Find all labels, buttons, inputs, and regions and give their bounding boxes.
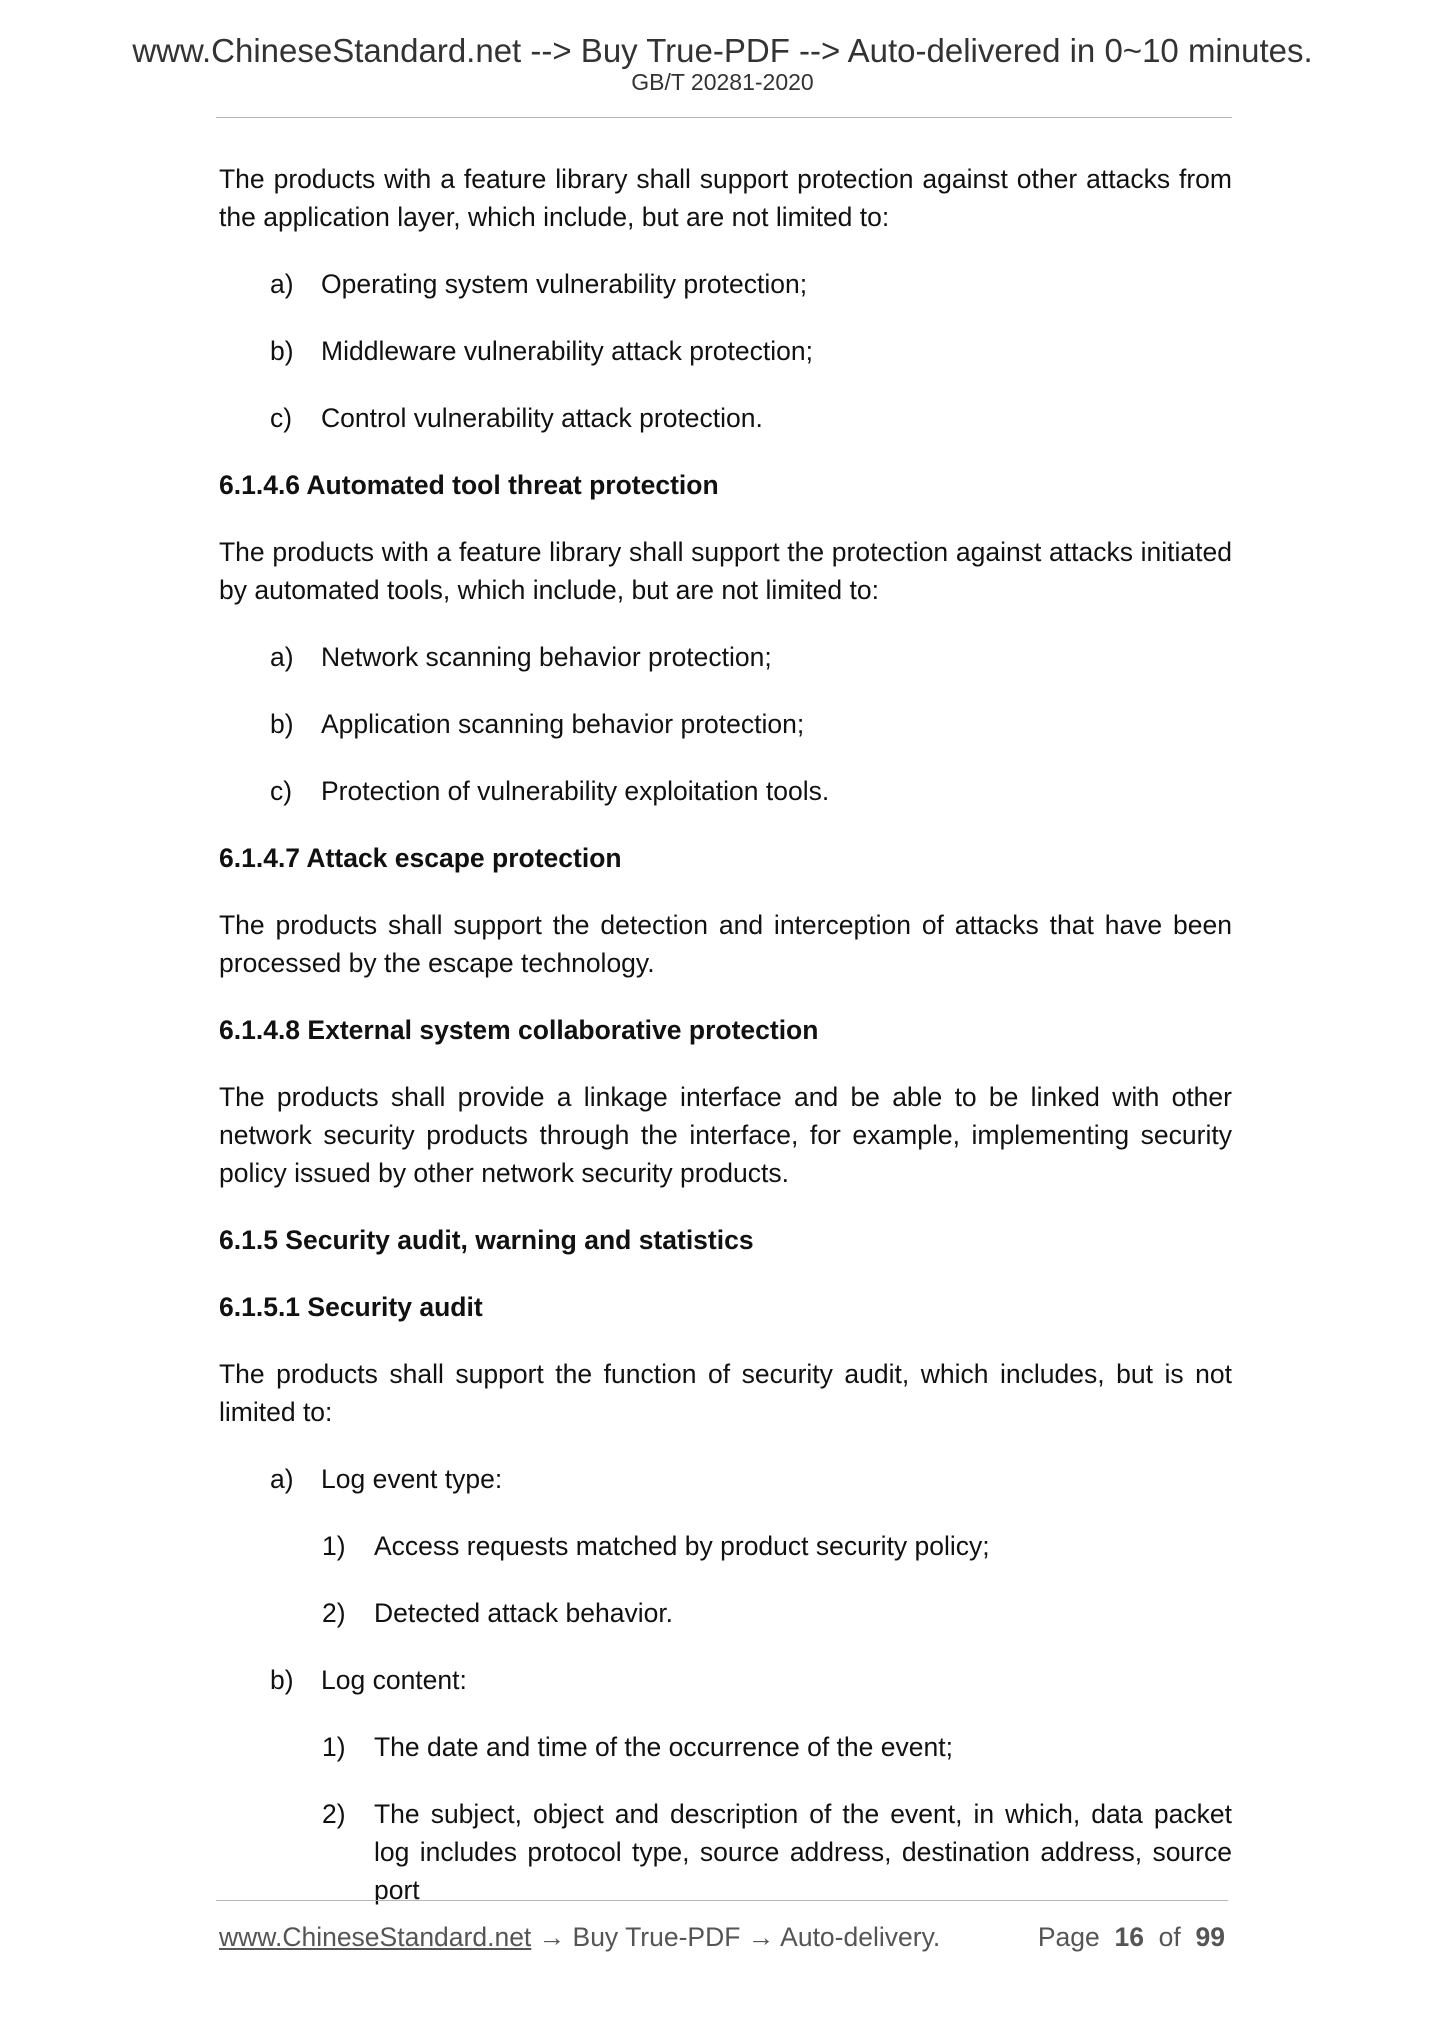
list-marker: b) <box>270 1665 294 1695</box>
list-item-text: Middleware vulnerability attack protection; <box>321 336 813 366</box>
list-item-text: Network scanning behavior protection; <box>321 642 772 672</box>
list-item <box>219 638 1232 676</box>
list-item-text: The subject, object and description of the event, in which, data packet log includes protocol type, source address, destination address, source port <box>374 1799 1232 1905</box>
list-item <box>219 1460 1232 1498</box>
list-item-text: Access requests matched by product security policy; <box>374 1531 990 1561</box>
list-item-text: Application scanning behavior protection; <box>321 709 805 739</box>
heading-6-1-4-7: 6.1.4.7 Attack escape protection <box>219 843 622 873</box>
list-marker: b) <box>270 336 294 366</box>
paragraph-application-layer: The products with a feature library shall support protection against other attacks from the application layer, which include, but are not limited to: <box>219 164 1232 232</box>
standard-code: GB/T 20281-2020 <box>631 69 814 95</box>
paragraph-security-audit: The products shall support the function of security audit, which includes, but is not limited to: <box>219 1359 1232 1427</box>
total-pages: 99 <box>1195 1922 1225 1952</box>
list-marker: c) <box>270 776 293 806</box>
paragraph-automated-tools: The products with a feature library shall support the protection against attacks initiated by automated tools, which include, but are not limited to: <box>219 537 1232 605</box>
footer-site-link[interactable]: www.ChineseStandard.net <box>219 1922 532 1952</box>
list-marker: b) <box>270 709 294 739</box>
list-item <box>219 772 1232 810</box>
list-item-text: Control vulnerability attack protection. <box>321 403 763 433</box>
sublist-item <box>219 1594 1232 1632</box>
document-body <box>219 160 1232 1909</box>
list-item-text: Log content: <box>321 1665 467 1695</box>
list-item-text: Log event type: <box>321 1464 503 1494</box>
list-marker: c) <box>270 403 293 433</box>
list-item-text: Operating system vulnerability protection; <box>321 269 808 299</box>
page-label: Page <box>1037 1922 1100 1952</box>
list-item <box>219 705 1232 743</box>
list-item-text: The date and time of the occurrence of the event; <box>374 1732 953 1762</box>
page-footer <box>219 1920 1229 1954</box>
sublist-item <box>219 1527 1232 1565</box>
list-marker: 2) <box>322 1598 346 1628</box>
heading-6-1-5-1: 6.1.5.1 Security audit <box>219 1292 483 1322</box>
list-item <box>219 332 1232 370</box>
list-item <box>219 1661 1232 1699</box>
list-marker: 2) <box>322 1799 346 1829</box>
footer-divider <box>216 1900 1228 1901</box>
list-item <box>219 265 1232 303</box>
header-divider <box>216 117 1232 118</box>
list-item-text: Detected attack behavior. <box>374 1598 674 1628</box>
list-marker: a) <box>270 1464 294 1494</box>
list-marker: a) <box>270 642 294 672</box>
footer-tagline: → Buy True-PDF → Auto-delivery. <box>531 1922 941 1952</box>
list-marker: 1) <box>322 1531 346 1561</box>
sublist-item <box>219 1728 1232 1766</box>
of-label: of <box>1158 1922 1181 1952</box>
page-indicator <box>1038 1920 1225 1954</box>
list-item-text: Protection of vulnerability exploitation tools. <box>321 776 830 806</box>
paragraph-linkage-interface: The products shall provide a linkage interface and be able to be linked with other network security products through the interface, for example, implementing security policy issued by other network security products. <box>219 1082 1232 1188</box>
page-number: 16 <box>1114 1922 1144 1952</box>
heading-6-1-5: 6.1.5 Security audit, warning and statistics <box>219 1225 754 1255</box>
header-banner: www.ChineseStandard.net --> Buy True-PDF --> Auto-delivered in 0~10 minutes. <box>132 32 1313 69</box>
list-marker: 1) <box>322 1732 346 1762</box>
list-marker: a) <box>270 269 294 299</box>
heading-6-1-4-8: 6.1.4.8 External system collaborative protection <box>219 1015 819 1045</box>
sublist-item <box>219 1795 1232 1909</box>
paragraph-escape-technology: The products shall support the detection and interception of attacks that have been processed by the escape technology. <box>219 910 1232 978</box>
list-item <box>219 399 1232 437</box>
heading-6-1-4-6: 6.1.4.6 Automated tool threat protection <box>219 470 719 500</box>
